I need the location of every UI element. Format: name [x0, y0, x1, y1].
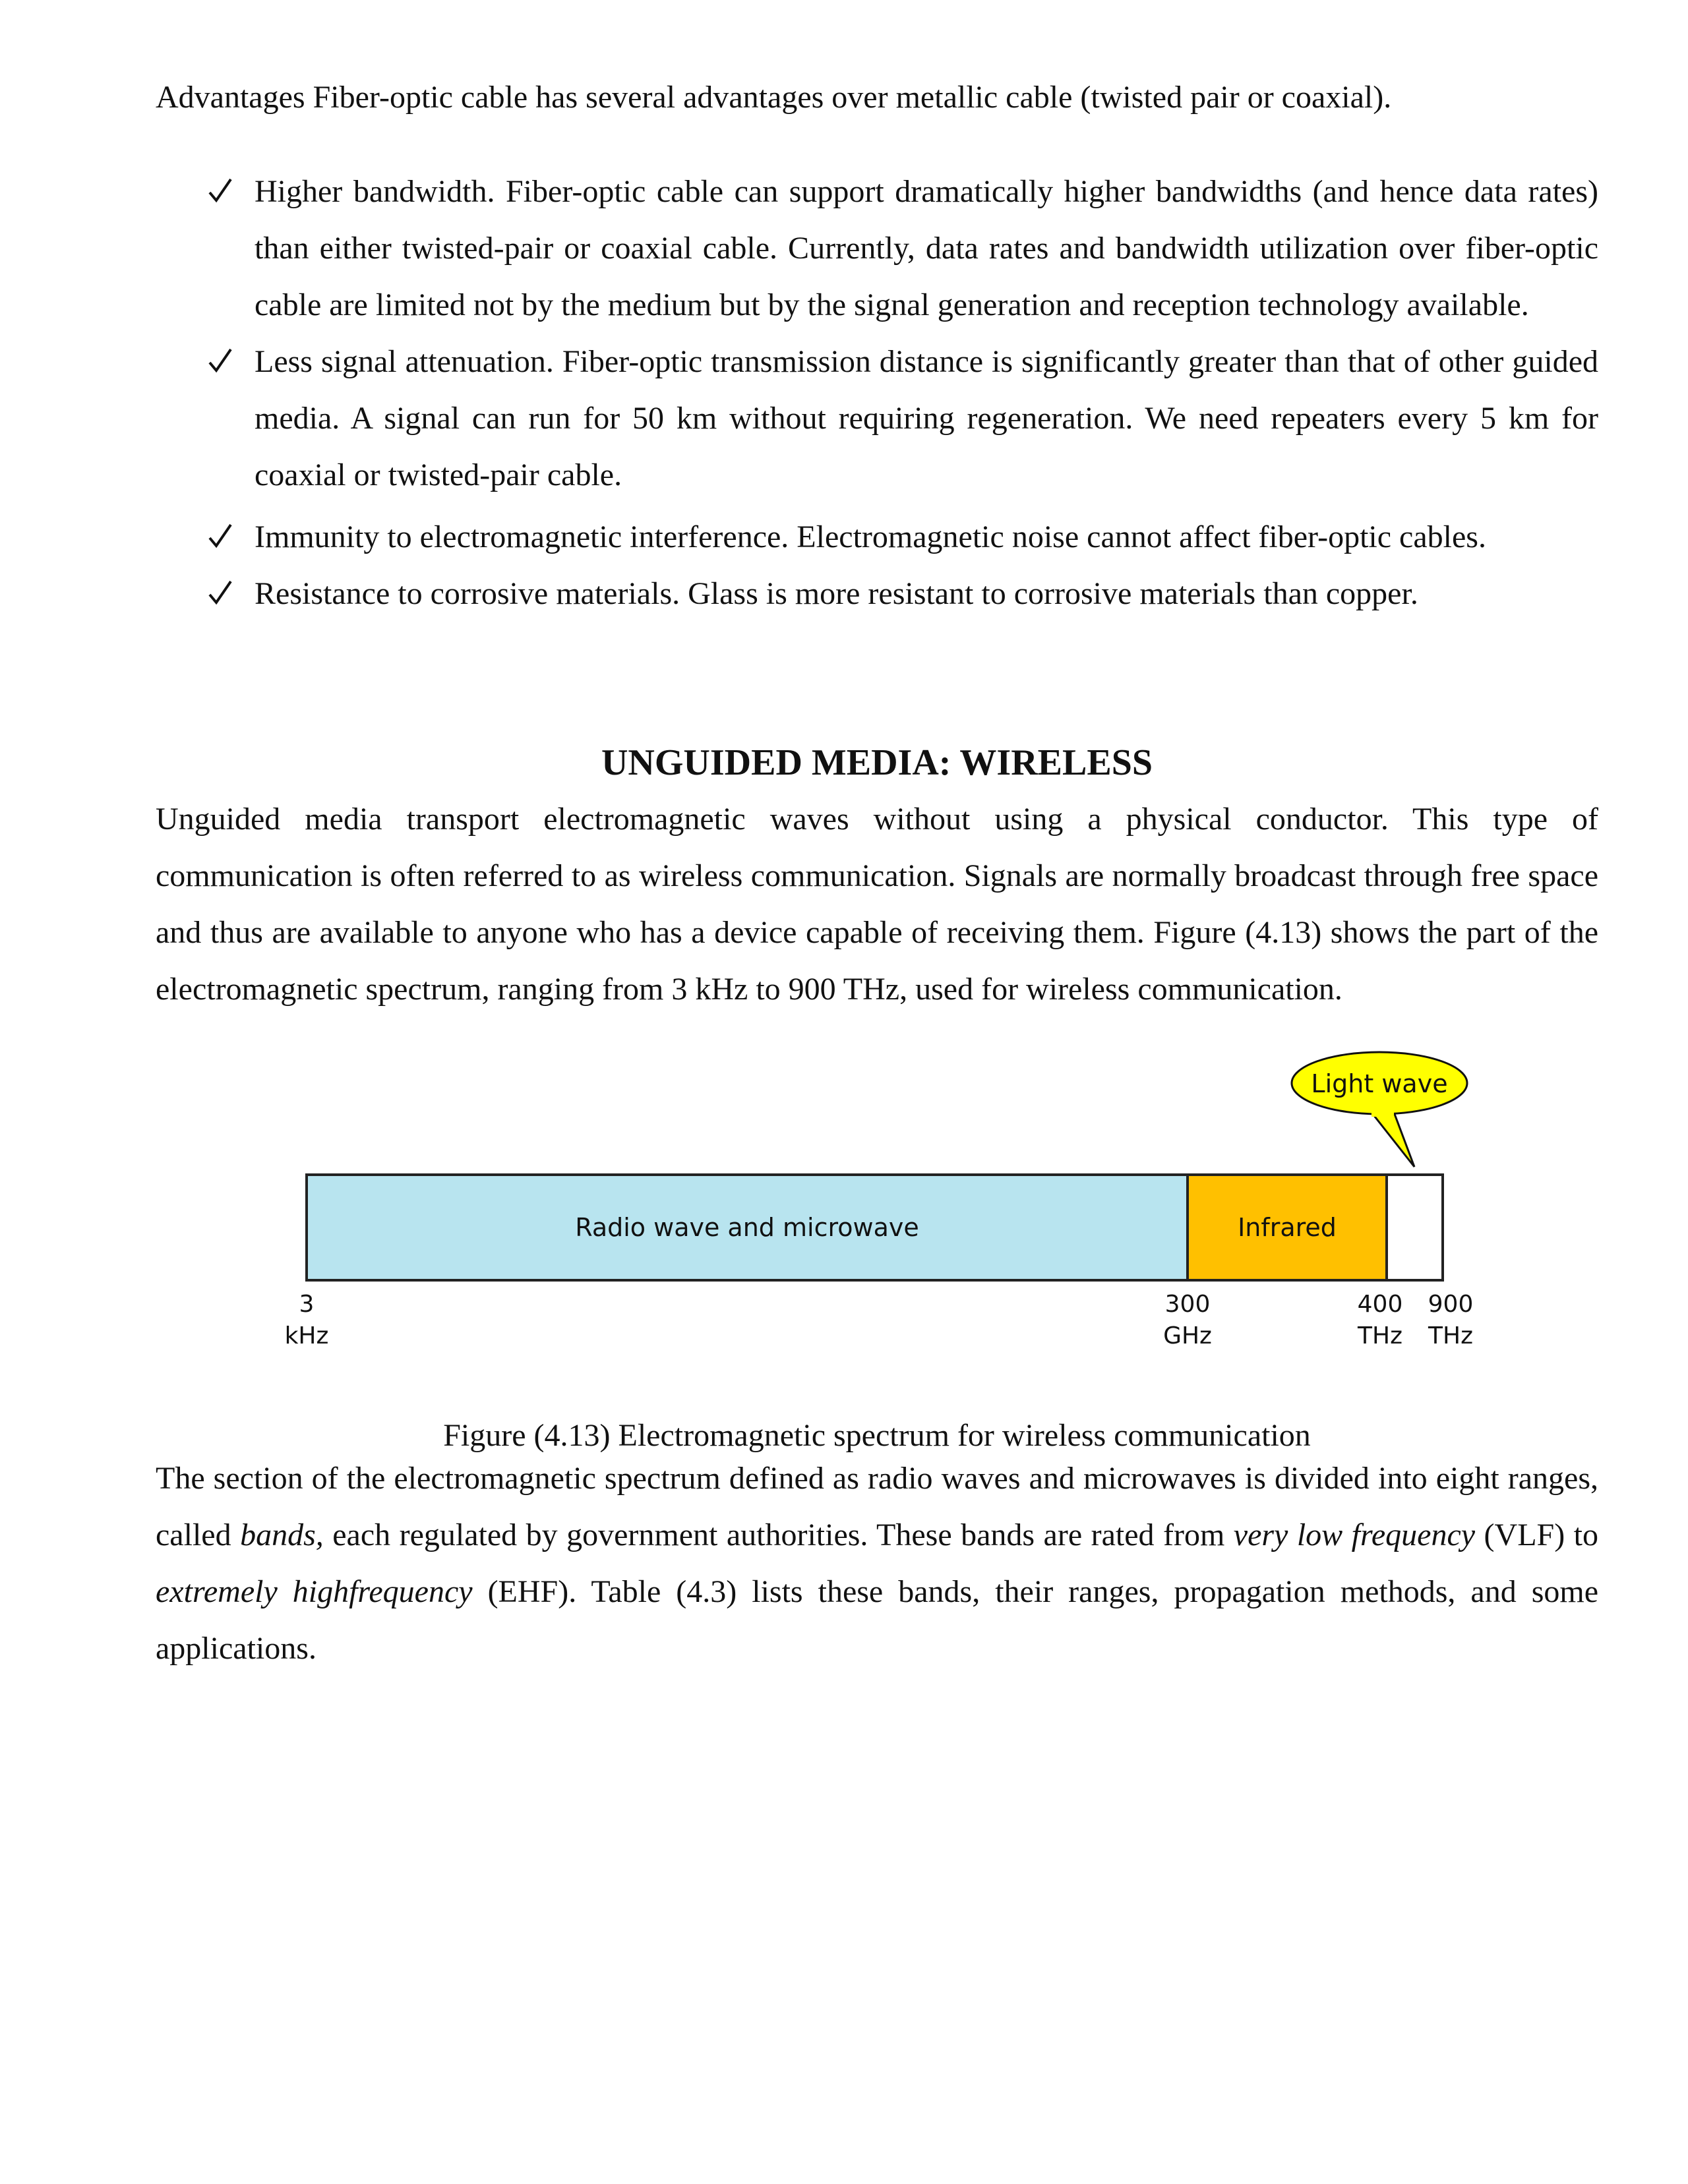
band-light	[1387, 1175, 1443, 1280]
list-item-text: Resistance to corrosive materials. Glass is more resistant to corrosive materials than copper.	[255, 576, 1418, 611]
tick-value: 3	[299, 1291, 315, 1318]
text-run: each regulated by government authorities. These bands are rated from	[323, 1518, 1234, 1552]
tick-value: 400	[1357, 1291, 1403, 1318]
tick-unit: THz	[1358, 1322, 1402, 1349]
checkmark-icon	[207, 163, 233, 220]
tick-value: 300	[1164, 1291, 1211, 1318]
callout-label: Light wave	[1311, 1069, 1448, 1098]
band-label-radio: Radio wave and microwave	[575, 1213, 919, 1242]
band-label-infrared: Infrared	[1238, 1213, 1337, 1242]
tick-unit: THz	[1428, 1322, 1473, 1349]
figure-caption: Figure (4.13) Electromagnetic spectrum for wireless communication	[443, 1418, 1311, 1453]
checkmark-icon	[207, 509, 233, 566]
list-item-text: Immunity to electromagnetic interference. Electromagnetic noise cannot affect fiber-optic cables.	[255, 519, 1486, 554]
list-item	[156, 509, 1598, 566]
italic-term: bands,	[240, 1518, 324, 1552]
intro-paragraph: Advantages Fiber-optic cable has several advantages over metallic cable (twisted pair or coaxial).	[156, 80, 1392, 115]
tick-unit: GHz	[1163, 1322, 1212, 1349]
list-item-text: Less signal attenuation. Fiber-optic transmission distance is significantly greater than that of other guided media. A signal can run for 50 km without requiring regeneration. We need repeaters every 5 km for coaxial or twisted-pair cable.	[255, 344, 1598, 492]
list-item-text: Higher bandwidth. Fiber-optic cable can support dramatically higher bandwidths (and hence data rates) than either twisted-pair or coaxial cable. Currently, data rates and bandwidth utilization over fiber-optic cable are limited not by the medium but by the signal generation and reception technology available.	[255, 174, 1598, 322]
callout-pointer	[1373, 1114, 1414, 1167]
tick-value: 900	[1428, 1291, 1474, 1318]
text-run: (EHF). Table (4.3) lists these bands, their ranges, propagation methods, and some applications.	[156, 1574, 1599, 1666]
section-heading: UNGUIDED MEDIA: WIRELESS	[601, 742, 1153, 783]
advantages-list	[156, 163, 1598, 622]
text-run: (VLF) to	[1475, 1518, 1599, 1552]
list-item	[156, 334, 1598, 504]
bands-paragraph	[156, 1450, 1598, 1677]
callout-joint	[1372, 1110, 1394, 1117]
checkmark-icon	[207, 334, 233, 390]
text-run: The section of the electromagnetic spectrum defined as radio waves and microwaves is divided into eight ranges, called	[156, 1461, 1598, 1552]
unguided-media-paragraph: Unguided media transport electromagnetic waves without using a physical conductor. This type of communication is often referred to as wireless communication. Signals are normally broadcast through free space and thus are available to anyone who has a device capable of receiving them. Figure (4.13) shows the part of the electromagnetic spectrum, ranging from 3 kHz to 900 THz, used for wireless communication.	[156, 802, 1598, 1007]
checkmark-icon	[207, 566, 233, 622]
italic-term: extremely highfrequency	[156, 1574, 473, 1609]
tick-unit: kHz	[284, 1322, 329, 1349]
italic-term: very low frequency	[1233, 1518, 1476, 1552]
list-item	[156, 163, 1598, 334]
list-item	[156, 566, 1598, 622]
spectrum-figure	[0, 1042, 1688, 1371]
